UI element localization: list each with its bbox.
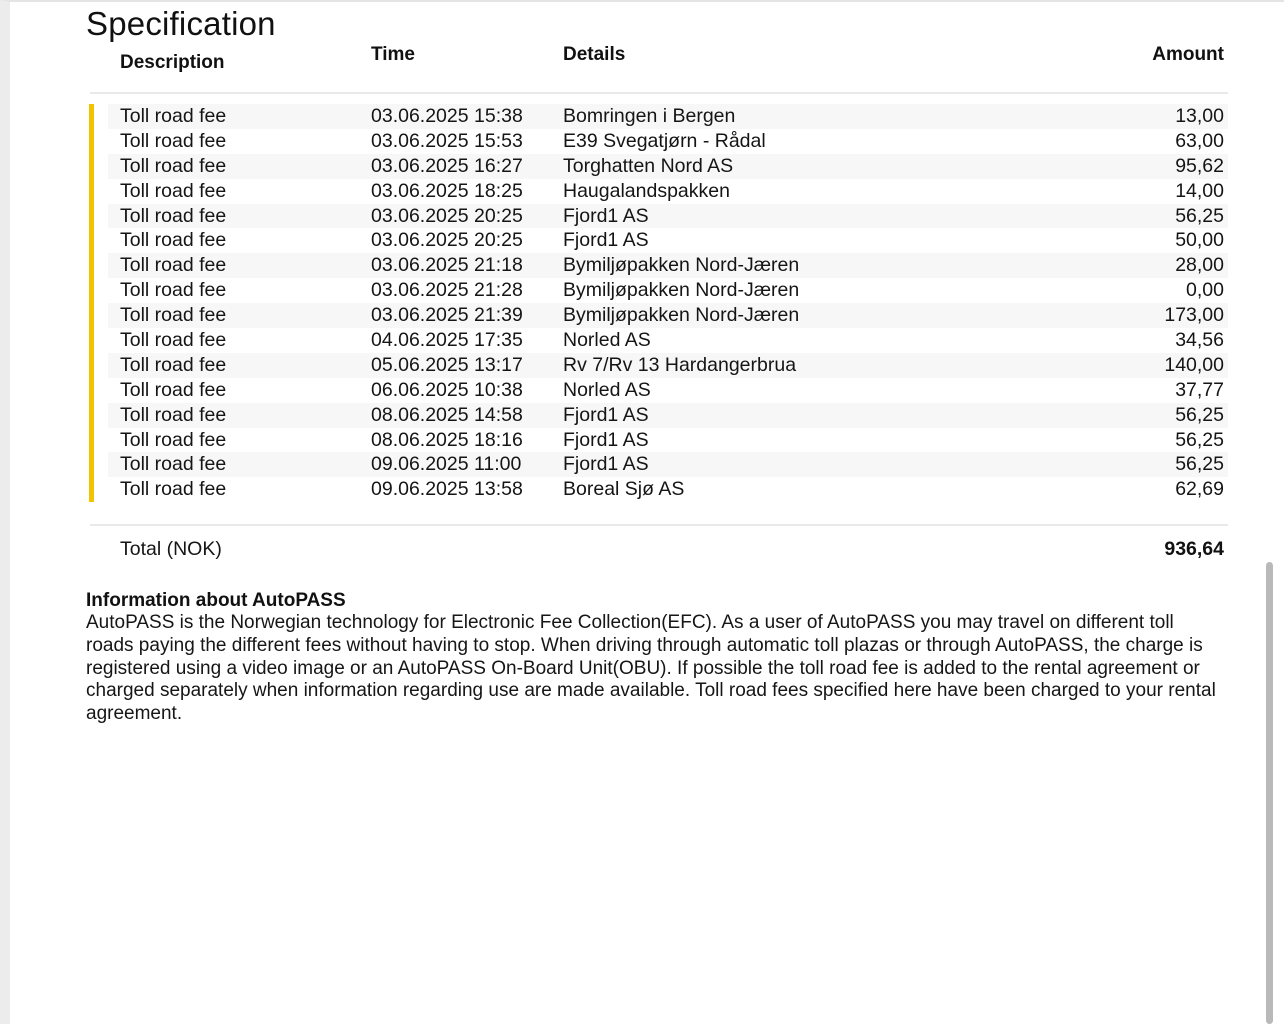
cell-amount: 37,77: [1175, 378, 1224, 401]
cell-amount: 13,00: [1175, 105, 1224, 127]
cell-description: Toll road fee: [120, 453, 227, 476]
cell-amount: 56,25: [1175, 204, 1224, 227]
cell-time: 03.06.2025 18:25: [371, 179, 523, 202]
cell-amount: 63,00: [1175, 129, 1224, 152]
cell-description: Toll road fee: [120, 179, 227, 202]
cell-time: 03.06.2025 15:53: [371, 129, 523, 152]
column-header-description: Description: [120, 52, 225, 73]
column-header-details: Details: [563, 44, 626, 65]
table-row: [108, 253, 1228, 278]
cell-details: Boreal Sjø AS: [563, 478, 685, 501]
cell-amount: 95,62: [1175, 154, 1224, 177]
cell-details: Torghatten Nord AS: [563, 154, 734, 177]
cell-time: 09.06.2025 13:58: [371, 478, 523, 501]
cell-time: 04.06.2025 17:35: [371, 329, 523, 352]
cell-description: Toll road fee: [120, 304, 227, 327]
cell-description: Toll road fee: [120, 154, 227, 177]
cell-details: Norled AS: [563, 378, 651, 401]
cell-description: Toll road fee: [120, 428, 227, 451]
cell-time: 03.06.2025 15:38: [371, 105, 523, 127]
cell-amount: 14,00: [1175, 179, 1224, 202]
cell-time: 03.06.2025 21:28: [371, 279, 523, 302]
cell-description: Toll road fee: [120, 378, 227, 401]
table-row: [108, 353, 1228, 378]
cell-amount: 50,00: [1175, 229, 1224, 252]
cell-details: Fjord1 AS: [563, 204, 649, 227]
cell-description: Toll road fee: [120, 254, 227, 277]
cell-amount: 34,56: [1175, 329, 1224, 352]
table-row: [108, 328, 1228, 353]
cell-description: Toll road fee: [120, 279, 227, 302]
cell-description: Toll road fee: [120, 353, 227, 376]
cell-details: Bymiljøpakken Nord-Jæren: [563, 304, 800, 327]
cell-details: Norled AS: [563, 329, 651, 352]
table-row: [108, 303, 1228, 328]
cell-amount: 0,00: [1186, 279, 1224, 302]
total-label: Total (NOK): [120, 538, 222, 560]
cell-time: 03.06.2025 20:25: [371, 204, 523, 227]
info-heading: Information about AutoPASS: [86, 590, 346, 611]
cell-details: Fjord1 AS: [563, 229, 649, 252]
cell-details: Bymiljøpakken Nord-Jæren: [563, 254, 800, 277]
cell-description: Toll road fee: [120, 403, 227, 426]
cell-time: 03.06.2025 16:27: [371, 154, 523, 177]
table-row: [108, 204, 1228, 229]
cell-amount: 56,25: [1175, 403, 1224, 426]
column-header-time: Time: [371, 44, 416, 65]
table-row: [108, 403, 1228, 428]
cell-description: Toll road fee: [120, 329, 227, 352]
page-title: Specification: [86, 5, 276, 42]
fee-table-body: [108, 104, 1228, 502]
cell-description: Toll road fee: [120, 478, 227, 501]
info-paragraph: AutoPASS is the Norwegian technology for Electronic Fee Collection(EFC). As a user of AutoPASS you may travel on different toll roads paying the different fees without having to stop. When driving through automatic toll plazas or through AutoPASS, the charge is registered using a video image or an AutoPASS On-Board Unit(OBU). If possible the toll road fee is added to the rental agreement or charged separately when information regarding use are made available. Toll road fees specified here have been charged to your rental agreement.: [86, 612, 1216, 725]
cell-amount: 173,00: [1164, 304, 1224, 327]
cell-time: 05.06.2025 13:17: [371, 353, 523, 376]
cell-description: Toll road fee: [120, 105, 227, 127]
table-row: [108, 104, 1228, 129]
cell-details: Bymiljøpakken Nord-Jæren: [563, 279, 800, 302]
column-header-amount: Amount: [1152, 44, 1224, 65]
cell-time: 03.06.2025 21:39: [371, 304, 523, 327]
cell-details: E39 Svegatjørn - Rådal: [563, 129, 766, 152]
cell-details: Haugalandspakken: [563, 179, 730, 202]
cell-description: Toll road fee: [120, 204, 227, 227]
cell-time: 03.06.2025 21:18: [371, 254, 523, 277]
table-bottom-divider: [90, 524, 1228, 526]
cell-details: Fjord1 AS: [563, 403, 649, 426]
table-row: [108, 179, 1228, 204]
cell-amount: 28,00: [1175, 254, 1224, 277]
cell-time: 03.06.2025 20:25: [371, 229, 523, 252]
table-row: [108, 278, 1228, 303]
table-row: [108, 129, 1228, 154]
table-row: [108, 452, 1228, 477]
table-row: [108, 428, 1228, 453]
cell-time: 08.06.2025 14:58: [371, 403, 523, 426]
cell-details: Fjord1 AS: [563, 453, 649, 476]
cell-amount: 56,25: [1175, 453, 1224, 476]
table-row: [108, 378, 1228, 403]
table-row: [108, 477, 1228, 502]
cell-time: 08.06.2025 18:16: [371, 428, 523, 451]
cell-details: Fjord1 AS: [563, 428, 649, 451]
total-value: 936,64: [1164, 538, 1224, 560]
cell-amount: 62,69: [1175, 478, 1224, 501]
scrollbar-thumb[interactable]: [1266, 562, 1273, 1024]
cell-time: 06.06.2025 10:38: [371, 378, 523, 401]
cell-time: 09.06.2025 11:00: [371, 453, 522, 476]
cell-description: Toll road fee: [120, 229, 227, 252]
cell-description: Toll road fee: [120, 129, 227, 152]
table-top-divider: [90, 92, 1228, 94]
cell-amount: 56,25: [1175, 428, 1224, 451]
accent-bar: [89, 104, 94, 502]
table-row: [108, 228, 1228, 253]
cell-details: Bomringen i Bergen: [563, 105, 736, 127]
cell-details: Rv 7/Rv 13 Hardangerbrua: [563, 353, 797, 376]
table-row: [108, 154, 1228, 179]
cell-amount: 140,00: [1164, 353, 1224, 376]
